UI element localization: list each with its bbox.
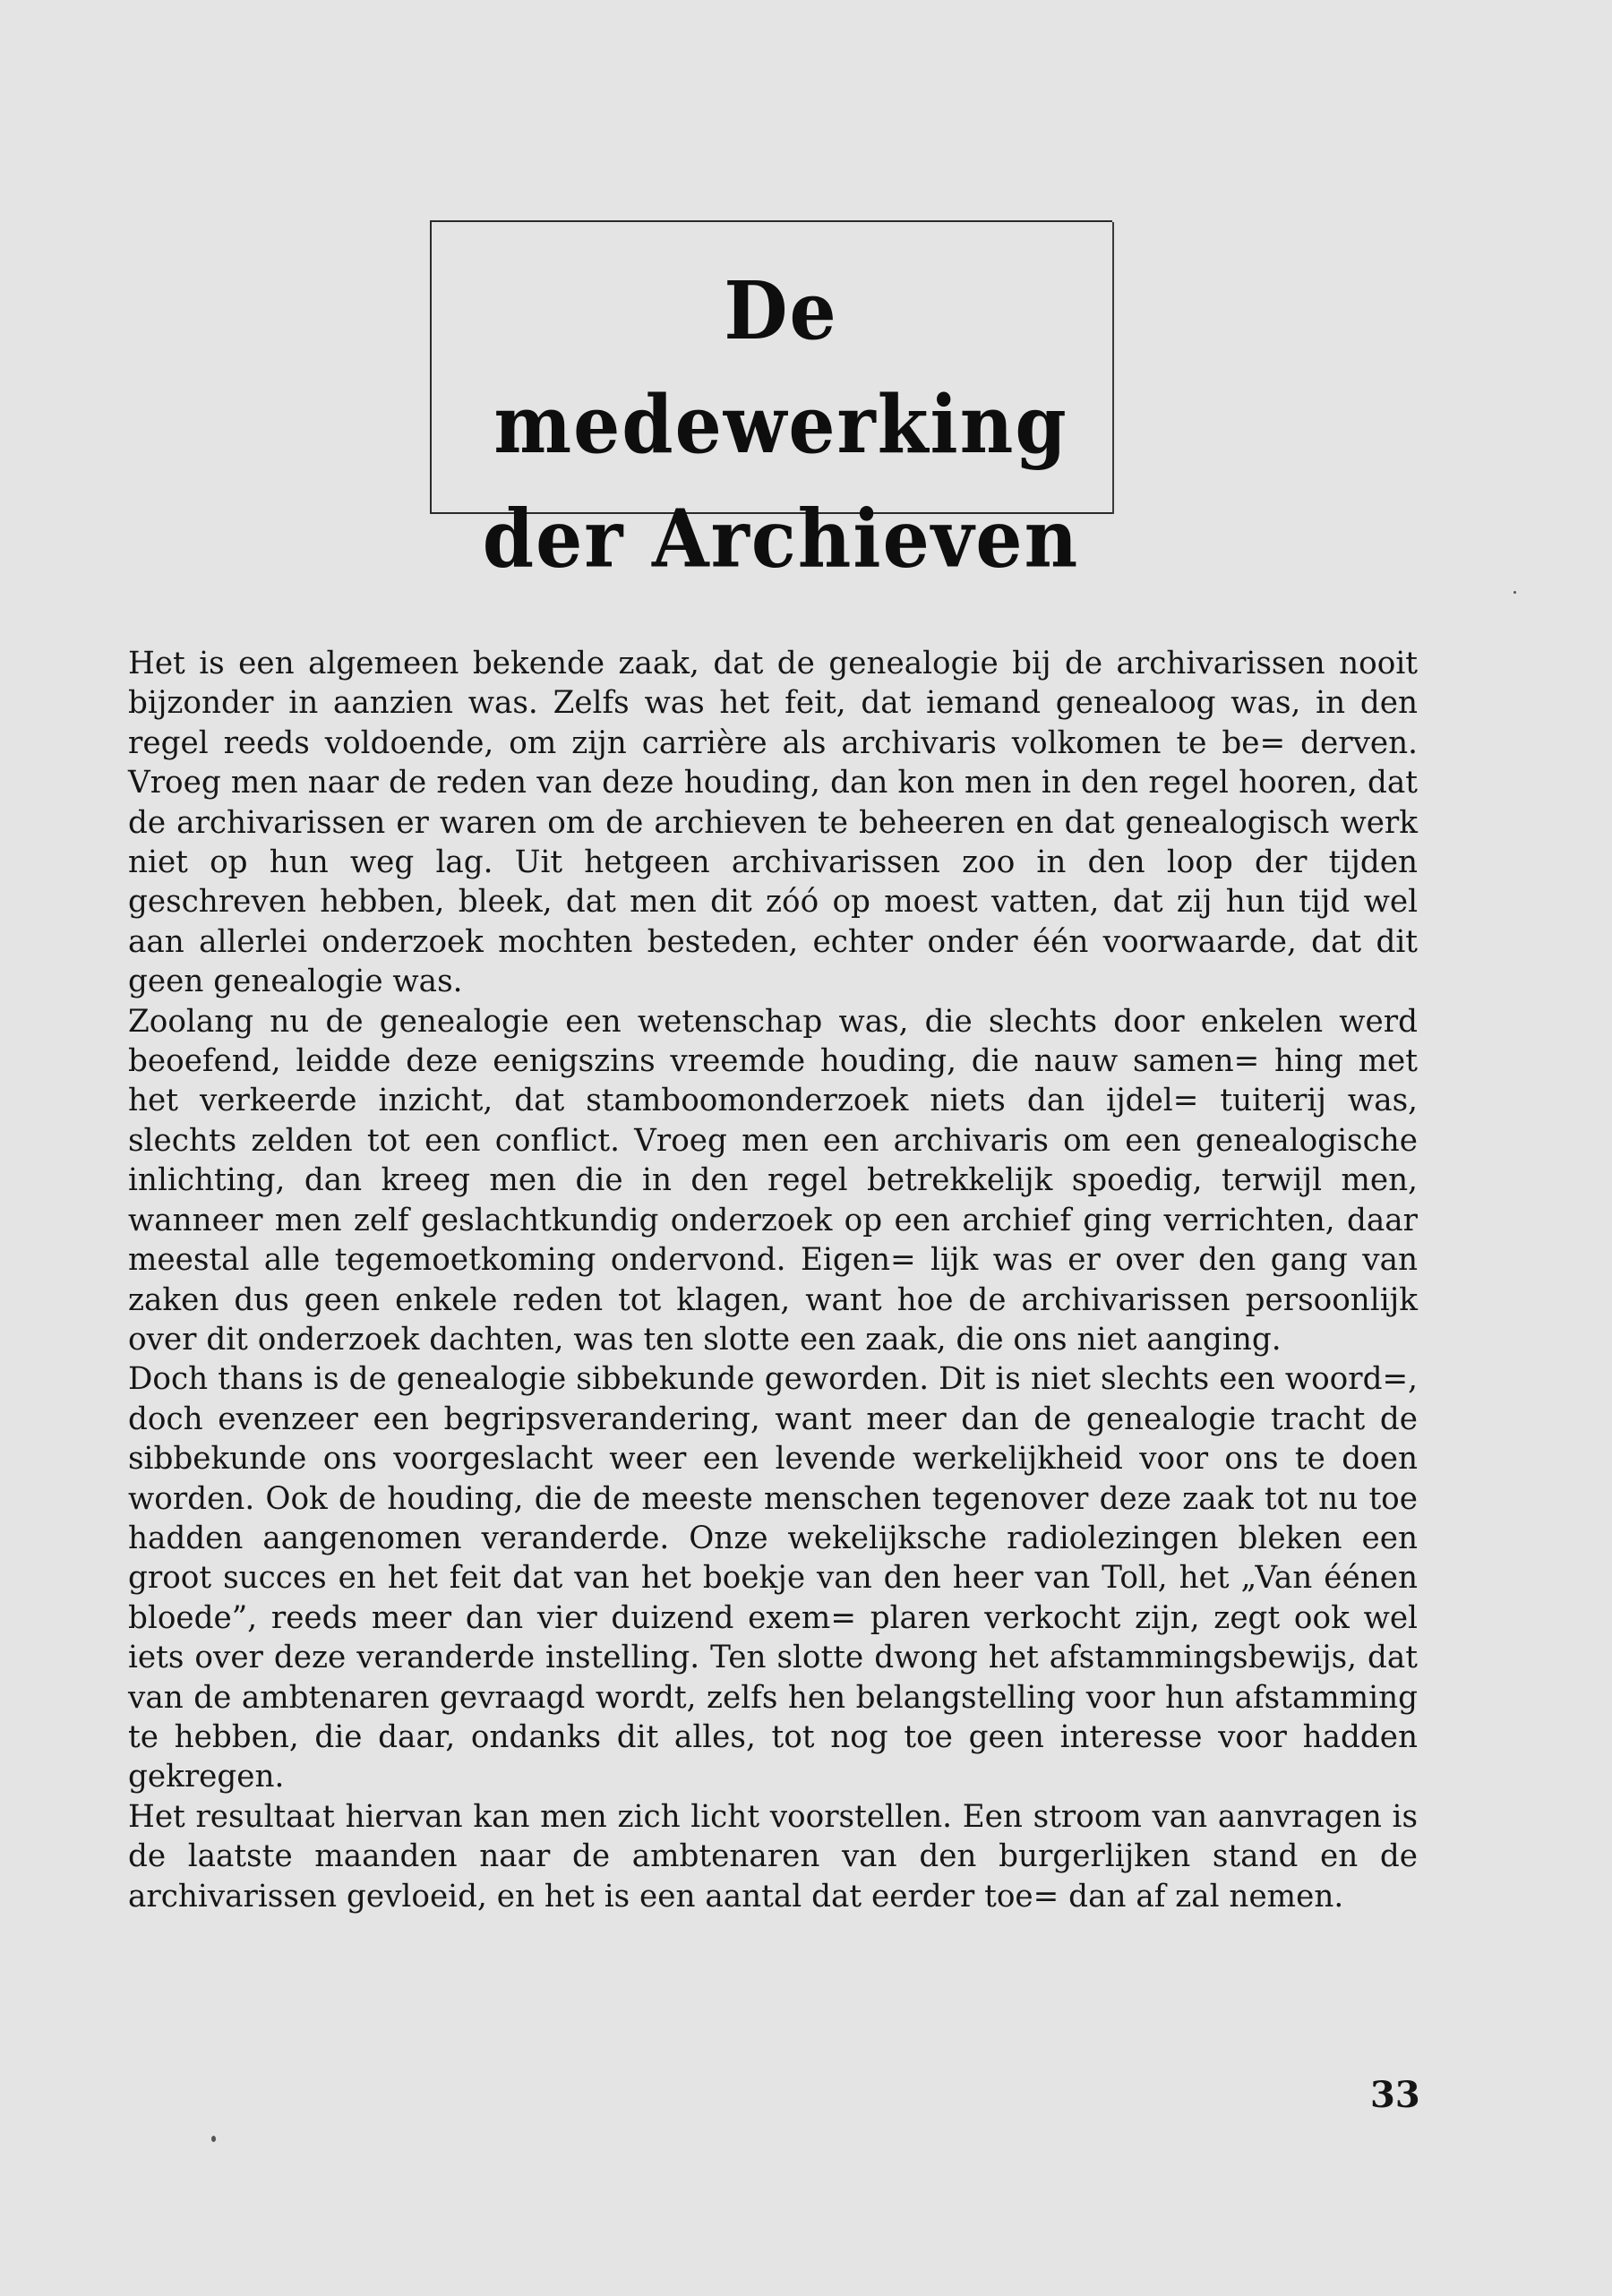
title-line-1: De medewerking — [493, 264, 1068, 472]
paragraph-1: Het is een algemeen bekende zaak, dat de genealogie bij de archivarissen nooit bijzonder in aanzien was. Zelfs was het feit, dat iemand genealoog was, in den regel reeds voldoende, om zijn carrière als archivaris volkomen te be= derven. Vroeg men naar de reden van deze houding, dan kon men in den regel hooren, dat de archivarissen er waren om de archieven te beheeren en dat genealogisch werk niet op hun weg lag. Uit hetgeen archivarissen zoo in den loop der tijden geschreven hebben, bleek, dat men dit zóó op moest vatten, dat zij hun tijd wel aan allerlei onderzoek mochten besteden, echter onder één voorwaarde, dat dit geen genealogie was. — [128, 646, 1418, 1000]
title-frame — [430, 220, 1112, 587]
page-title — [467, 254, 1094, 596]
paragraph-3: Doch thans is de genealogie sibbekunde geworden. Dit is niet slechts een woord=, doch evenzeer een begripsverandering, want meer dan de genealogie tracht de sibbekunde ons voorgeslacht weer een levende werkelijkheid voor ons te doen worden. Ook de houding, die de meeste menschen tegenover deze zaak tot nu toe hadden aangenomen veranderde. Onze wekelijksche radiolezingen bleken een groot succes en het feit dat van het boekje van den heer van Toll, het „Van éénen bloede”, reeds meer dan vier duizend exem= plaren verkocht zijn, zegt ook wel iets over deze veranderde instelling. Ten slotte dwong het afstammingsbewijs, dat van de ambtenaren gevraagd wordt, zelfs hen belangstelling voor hun afstamming te hebben, die daar, ondanks dit alles, tot nog toe geen interesse voor hadden gekregen. — [128, 1361, 1418, 1795]
title-frame-right-border — [1112, 222, 1114, 514]
article-body — [128, 644, 1418, 1916]
page-number: 33 — [1370, 2074, 1420, 2116]
paragraph-4: Het resultaat hiervan kan men zich licht voorstellen. Een stroom van aanvragen is de laatste maanden naar de ambtenaren van den burgerlijken stand en de archivarissen gevloeid, en het is een aantal dat eerder toe= dan af zal nemen. — [128, 1798, 1418, 1915]
paper-speck — [211, 2136, 216, 2142]
title-line-2: der Archieven — [482, 493, 1080, 587]
paragraph-2: Zoolang nu de genealogie een wetenschap was, die slechts door enkelen werd beoefend, leidde deze eenigszins vreemde houding, die nauw samen= hing met het verkeerde inzicht, dat stamboomonderzoek niets dan ijdel= tuiterij was, slechts zelden tot een conflict. Vroeg men een archivaris om een genealogische inlichting, dan kreeg men die in den regel betrekkelijk spoedig, terwijl men, wanneer men zelf geslachtkundig onderzoek op een archief ging verrichten, daar meestal alle tegemoetkoming ondervond. Eigen= lijk was er over den gang van zaken dus geen enkele reden tot klagen, want hoe de archivarissen persoonlijk over dit onderzoek dachten, was ten slotte een zaak, die ons niet aanging. — [128, 1003, 1418, 1358]
paper-speck — [1513, 591, 1516, 594]
